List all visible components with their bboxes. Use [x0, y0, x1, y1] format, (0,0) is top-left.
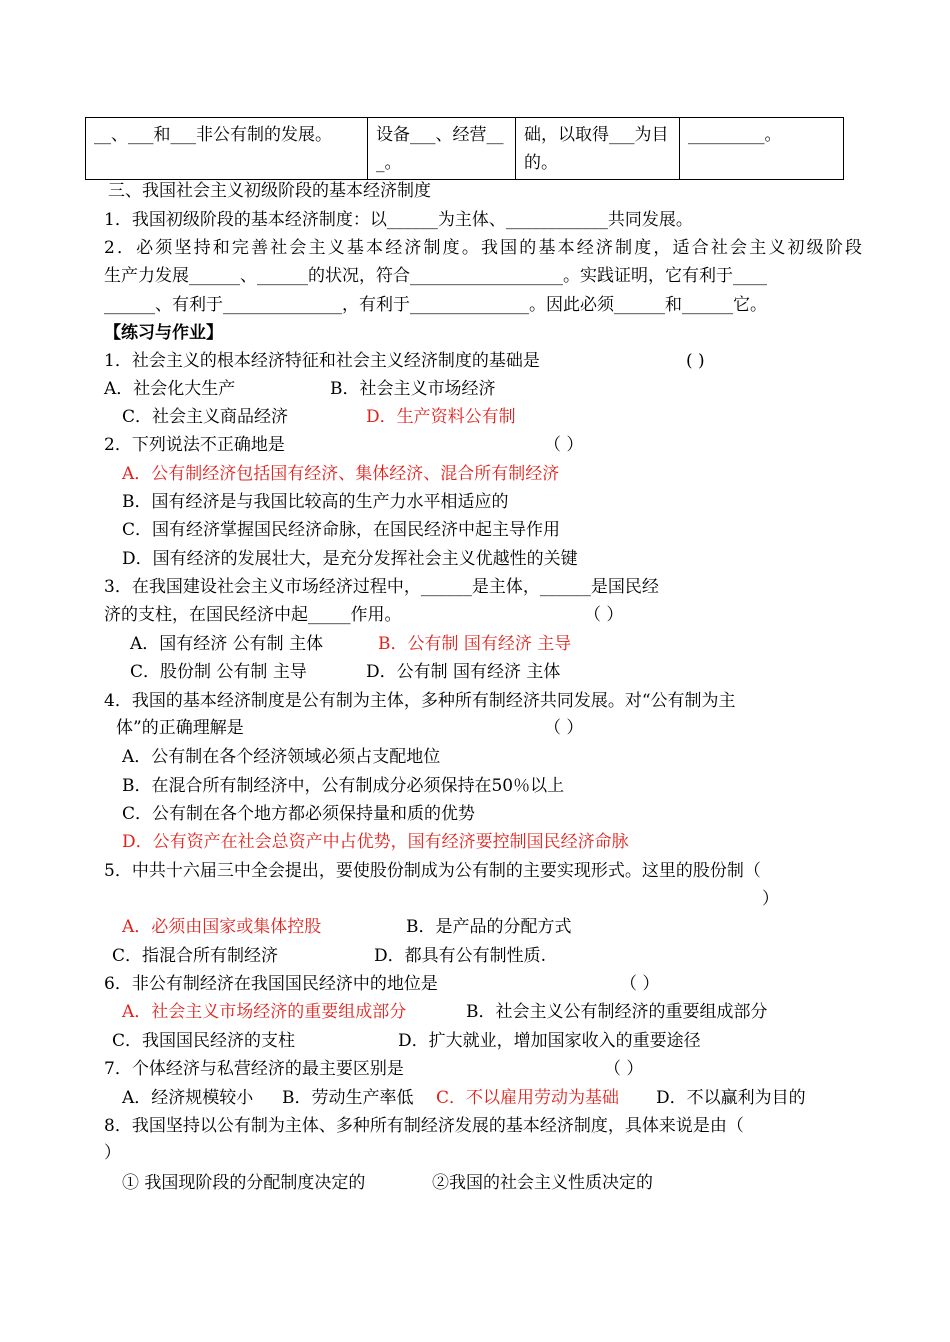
q2-option-a-answer: A．公有制经济包括国有经济、集体经济、混合所有制经济	[122, 464, 560, 484]
comparison-table-row	[85, 117, 844, 180]
table-cell-4: _________。	[680, 118, 844, 180]
q7-option-b: B．劳动生产率低	[282, 1088, 414, 1108]
q3-stem-line1: 3．在我国建设社会主义市场经济过程中，______是主体，______是国民经	[104, 577, 659, 597]
q4-option-c: C．公有制在各个地方都必须保持量和质的优势	[122, 804, 476, 824]
q4-option-a: A．公有制在各个经济领域必须占支配地位	[122, 747, 441, 767]
q3-option-d: D．公有制 国有经济 主体	[366, 662, 561, 682]
q1-option-b: B．社会主义市场经济	[330, 379, 496, 399]
table-cell-3: 础，以取得___为目的。	[516, 118, 680, 180]
q3-option-b-answer: B．公有制 国有经济 主导	[378, 634, 572, 654]
table-cell-1: __、___和___非公有制的发展。	[86, 118, 368, 180]
q7-option-c-answer: C．不以雇用劳动为基础	[436, 1088, 620, 1108]
section3-para1: 1．我国初级阶段的基本经济制度：以______为主体、____________共同发展。	[104, 210, 693, 230]
q6-answer-paren: （ ）	[620, 974, 660, 994]
section3-para2-line1: 2．必须坚持和完善社会主义基本经济制度。我国的基本经济制度，适合社会主义初级阶段	[104, 238, 862, 258]
q6-option-b: B．社会主义公有制经济的重要组成部分	[466, 1002, 768, 1022]
q2-answer-paren: （ ）	[544, 435, 584, 455]
q7-option-d: D．不以赢利为目的	[656, 1088, 806, 1108]
q5-option-c: C．指混合所有制经济	[112, 946, 279, 966]
q5-option-b: B．是产品的分配方式	[406, 917, 572, 937]
q3-answer-paren: （ ）	[584, 605, 624, 625]
q1-option-a: A．社会化大生产	[104, 379, 236, 399]
q7-option-a: A．经济规模较小	[122, 1088, 254, 1108]
q4-option-d-answer: D．公有资产在社会总资产中占优势，国有经济要控制国民经济命脉	[122, 832, 629, 852]
q5-stem: 5．中共十六届三中全会提出，要使股份制成为公有制的主要实现形式。这里的股份制（	[104, 861, 761, 881]
q1-answer-paren: ( )	[686, 351, 705, 371]
q2-stem: 2．下列说法不正确地是	[104, 435, 285, 455]
q2-option-d: D．国有经济的发展壮大，是充分发挥社会主义优越性的关键	[122, 549, 578, 569]
q6-option-d: D．扩大就业，增加国家收入的重要途径	[398, 1031, 701, 1051]
q3-option-a: A．国有经济 公有制 主体	[130, 634, 324, 654]
section3-heading: 三、我国社会主义初级阶段的基本经济制度	[108, 181, 431, 201]
q4-option-b: B．在混合所有制经济中，公有制成分必须保持在50％以上	[122, 776, 565, 796]
table-row	[86, 118, 844, 180]
q5-option-a-answer: A．必须由国家或集体控股	[122, 917, 322, 937]
q1-stem: 1．社会主义的根本经济特征和社会主义经济制度的基础是	[104, 351, 540, 371]
q8-stem: 8．我国坚持以公有制为主体、多种所有制经济发展的基本经济制度，具体来说是由（	[104, 1116, 744, 1136]
q3-stem-line2: 济的支柱，在国民经济中起_____作用。	[104, 605, 402, 625]
table-cell-2: 设备___、经营___。	[368, 118, 516, 180]
q4-stem-line2: 体”的正确理解是	[116, 718, 244, 738]
practice-heading: 【练习与作业】	[104, 323, 223, 343]
q8-option-2: ②我国的社会主义性质决定的	[432, 1173, 653, 1193]
section3-para2-line3: ______、有利于______________，有利于______________。因此必须______和______它。	[104, 295, 767, 315]
q7-stem: 7．个体经济与私营经济的最主要区别是	[104, 1059, 404, 1079]
q1-option-c: C．社会主义商品经济	[122, 407, 289, 427]
q8-option-1: ① 我国现阶段的分配制度决定的	[122, 1173, 366, 1193]
q4-stem-line1: 4．我国的基本经济制度是公有制为主体，多种所有制经济共同发展。对“公有制为主	[104, 691, 736, 711]
q8-answer-paren-close: ）	[104, 1143, 121, 1163]
q4-answer-paren: （ ）	[544, 718, 584, 738]
q5-option-d: D．都具有公有制性质.	[374, 946, 547, 966]
q6-stem: 6．非公有制经济在我国国民经济中的地位是	[104, 974, 438, 994]
q1-option-d-answer: D．生产资料公有制	[366, 407, 516, 427]
section3-para2-line2: 生产力发展______、______的状况，符合__________________。实践证明，它有利于____	[104, 266, 767, 286]
q5-answer-paren-close: ）	[762, 889, 779, 909]
q6-option-c: C．我国国民经济的支柱	[112, 1031, 296, 1051]
q7-answer-paren: （ ）	[604, 1059, 644, 1079]
q2-option-c: C．国有经济掌握国民经济命脉，在国民经济中起主导作用	[122, 520, 561, 540]
q2-option-b: B．国有经济是与我国比较高的生产力水平相适应的	[122, 492, 509, 512]
q6-option-a-answer: A．社会主义市场经济的重要组成部分	[122, 1002, 407, 1022]
q3-option-c: C．股份制 公有制 主导	[130, 662, 307, 682]
